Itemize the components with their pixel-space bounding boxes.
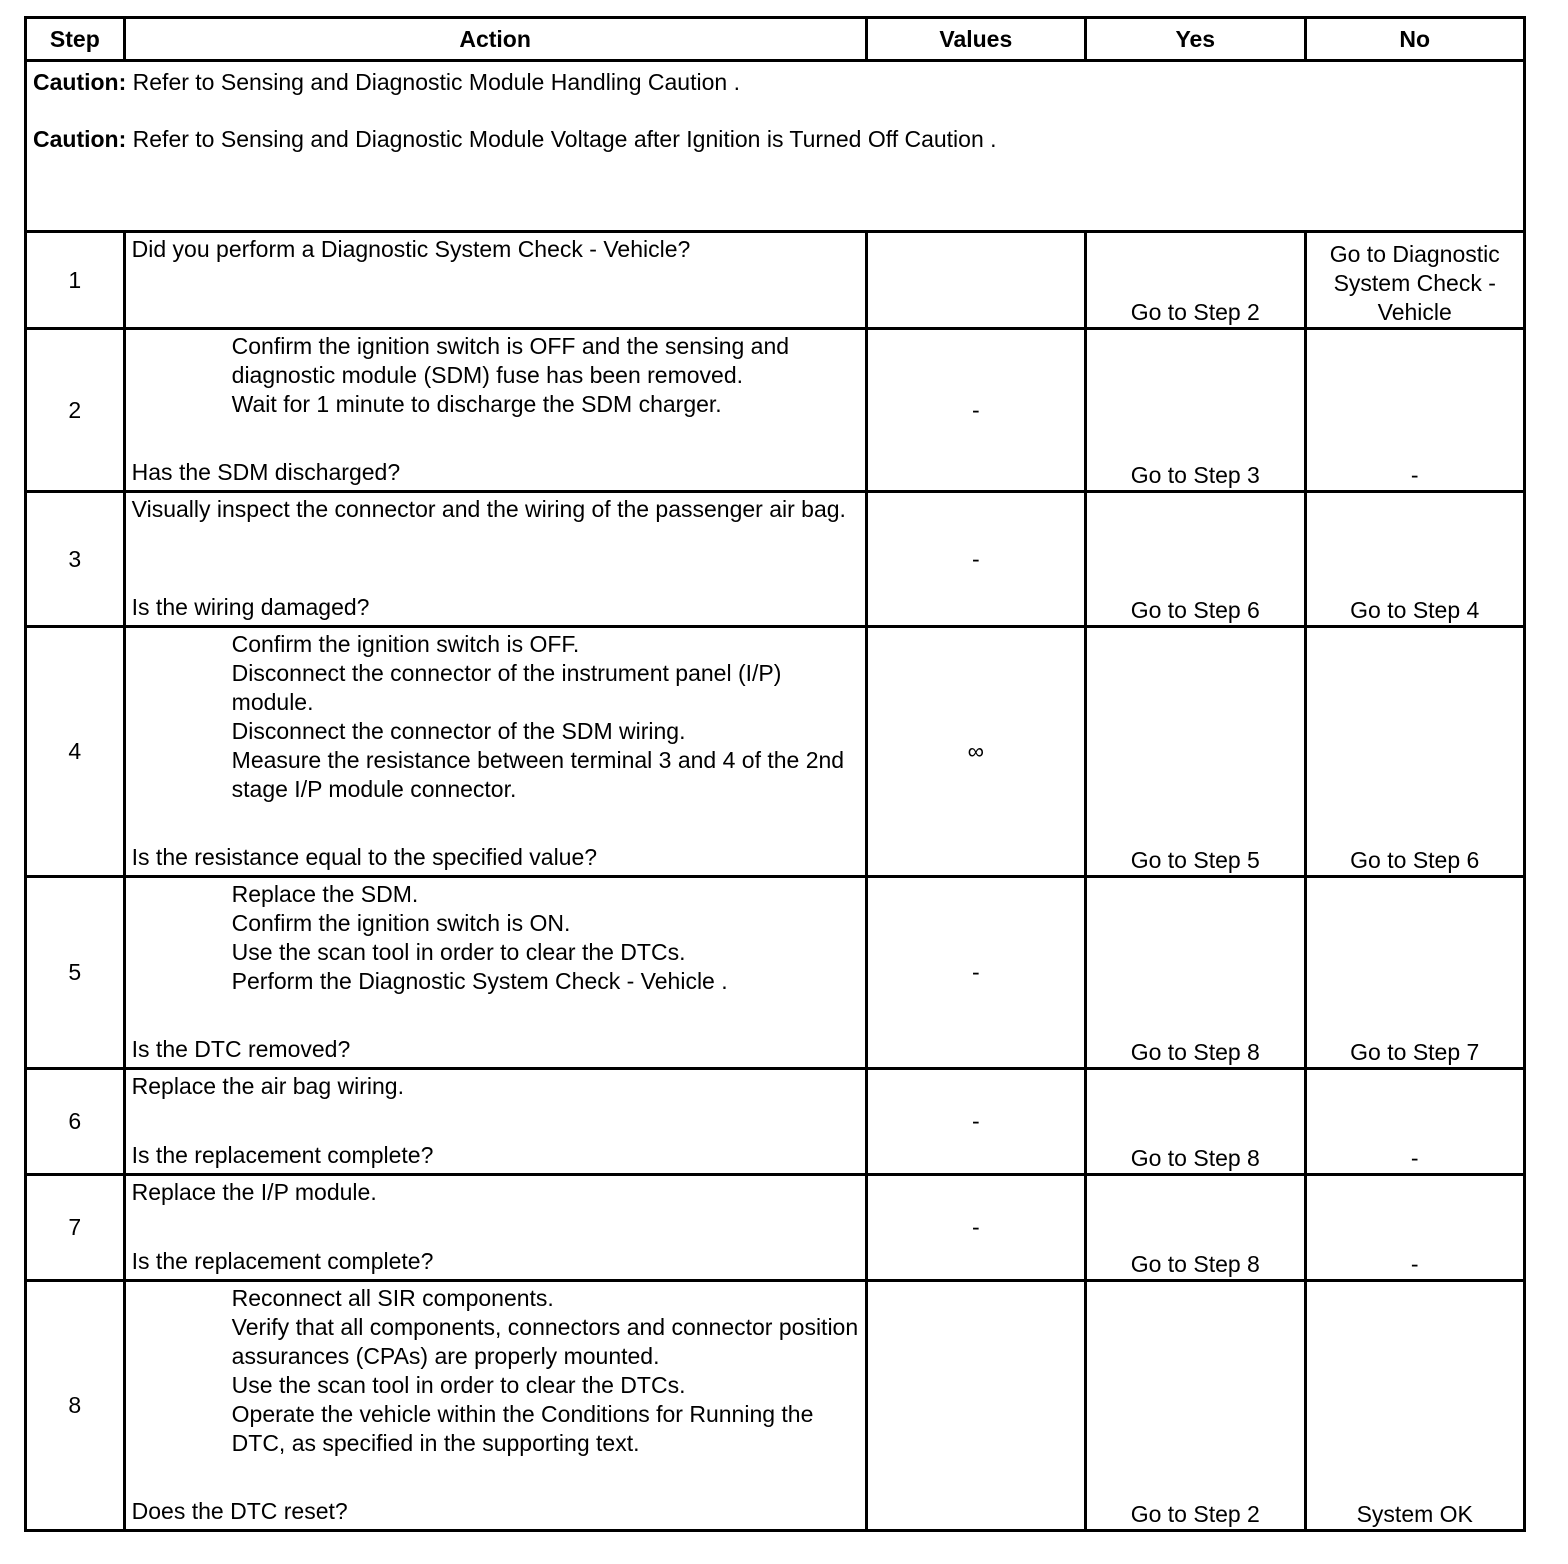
header-yes: Yes [1086,18,1305,61]
step-row [26,232,1525,329]
action-steps [132,630,859,804]
yes-cell: Go to Step 2 [1086,232,1305,329]
action-question: Is the replacement complete? [131,1142,434,1168]
action-step-line: Use the scan tool in order to clear the DTCs. [231,1372,686,1398]
action-step-line: Use the scan tool in order to clear the DTCs. [231,939,686,965]
yes-cell: Go to Step 8 [1086,1175,1305,1281]
step-number: 1 [26,232,125,329]
no-cell: Go to Step 6 [1305,627,1525,877]
yes-cell: Go to Step 2 [1086,1281,1305,1531]
no-cell: - [1305,329,1525,492]
action-step-line: Disconnect the connector of the SDM wiring. [231,718,686,744]
no-cell: System OK [1305,1281,1525,1531]
no-cell: Go to Step 7 [1305,877,1525,1069]
header-row [26,18,1525,61]
value-cell: - [866,492,1085,627]
value-cell: - [866,1175,1085,1281]
action-step-line: Operate the vehicle within the Conditions for Running the DTC, as specified in the supporting text. [231,1401,814,1456]
value-cell: - [866,877,1085,1069]
action-step-line: Confirm the ignition switch is OFF and the sensing and diagnostic module (SDM) fuse has been removed. [231,333,790,388]
action-text: Replace the air bag wiring. [131,1073,404,1099]
no-cell: Go to Diagnostic System Check - Vehicle [1305,232,1525,329]
header-step: Step [26,18,125,61]
action-steps [132,332,859,419]
yes-cell: Go to Step 8 [1086,1069,1305,1175]
step-number: 5 [26,877,125,1069]
step-row [26,1069,1525,1175]
action-text: Did you perform a Diagnostic System Check - Vehicle? [131,236,691,262]
value-cell: ∞ [866,627,1085,877]
action-question: Is the replacement complete? [131,1248,434,1274]
step-number: 3 [26,492,125,627]
action-step-line: Measure the resistance between terminal 3 and 4 of the 2nd stage I/P module connector. [231,747,845,802]
action-question: Has the SDM discharged? [131,459,401,485]
step-number: 8 [26,1281,125,1531]
yes-cell: Go to Step 3 [1086,329,1305,492]
value-cell [866,1281,1085,1531]
action-cell [124,329,866,492]
action-step-line: Verify that all components, connectors and connector position assurances (CPAs) are properly mounted. [231,1314,859,1369]
step-number: 4 [26,627,125,877]
action-step-line: Perform the Diagnostic System Check - Vehicle . [231,968,728,994]
action-text: Visually inspect the connector and the wiring of the passenger air bag. [131,496,846,522]
caution-cell [26,61,1525,232]
step-row [26,492,1525,627]
action-cell [124,877,866,1069]
value-cell: - [866,1069,1085,1175]
caution-row [26,61,1525,232]
no-cell: - [1305,1069,1525,1175]
step-row [26,627,1525,877]
caution-1 [33,68,1517,97]
action-cell [124,1281,866,1531]
header-no: No [1305,18,1525,61]
action-question: Is the wiring damaged? [131,594,370,620]
action-text: Replace the I/P module. [131,1179,377,1205]
action-cell [124,1069,866,1175]
yes-cell: Go to Step 6 [1086,492,1305,627]
caution-text: Refer to Sensing and Diagnostic Module Voltage after Ignition is Turned Off Caution . [126,126,997,152]
caution-text: Refer to Sensing and Diagnostic Module Handling Caution . [126,69,740,95]
step-number: 2 [26,329,125,492]
action-step-line: Wait for 1 minute to discharge the SDM charger. [231,391,722,417]
no-cell: - [1305,1175,1525,1281]
caution-label: Caution: [33,69,127,95]
action-step-line: Disconnect the connector of the instrument panel (I/P) module. [231,660,782,715]
action-question: Is the resistance equal to the specified value? [131,844,598,870]
action-cell [124,1175,866,1281]
action-step-line: Reconnect all SIR components. [231,1285,554,1311]
no-cell: Go to Step 4 [1305,492,1525,627]
action-step-line: Confirm the ignition switch is ON. [231,910,571,936]
action-question: Is the DTC removed? [131,1036,351,1062]
header-values: Values [866,18,1085,61]
action-steps [132,1284,859,1458]
step-row [26,877,1525,1069]
yes-cell: Go to Step 8 [1086,877,1305,1069]
step-row [26,1281,1525,1531]
step-row [26,329,1525,492]
action-question: Does the DTC reset? [131,1498,348,1524]
action-cell [124,627,866,877]
caution-label: Caution: [33,126,127,152]
header-action: Action [124,18,866,61]
diagnostic-table [24,16,1526,1532]
step-row [26,1175,1525,1281]
yes-cell: Go to Step 5 [1086,627,1305,877]
step-number: 6 [26,1069,125,1175]
value-cell [866,232,1085,329]
action-steps [132,880,859,996]
action-step-line: Confirm the ignition switch is OFF. [231,631,580,657]
action-step-line: Replace the SDM. [231,881,419,907]
step-number: 7 [26,1175,125,1281]
action-cell [124,492,866,627]
action-cell [124,232,866,329]
caution-2 [33,125,1517,154]
value-cell: - [866,329,1085,492]
